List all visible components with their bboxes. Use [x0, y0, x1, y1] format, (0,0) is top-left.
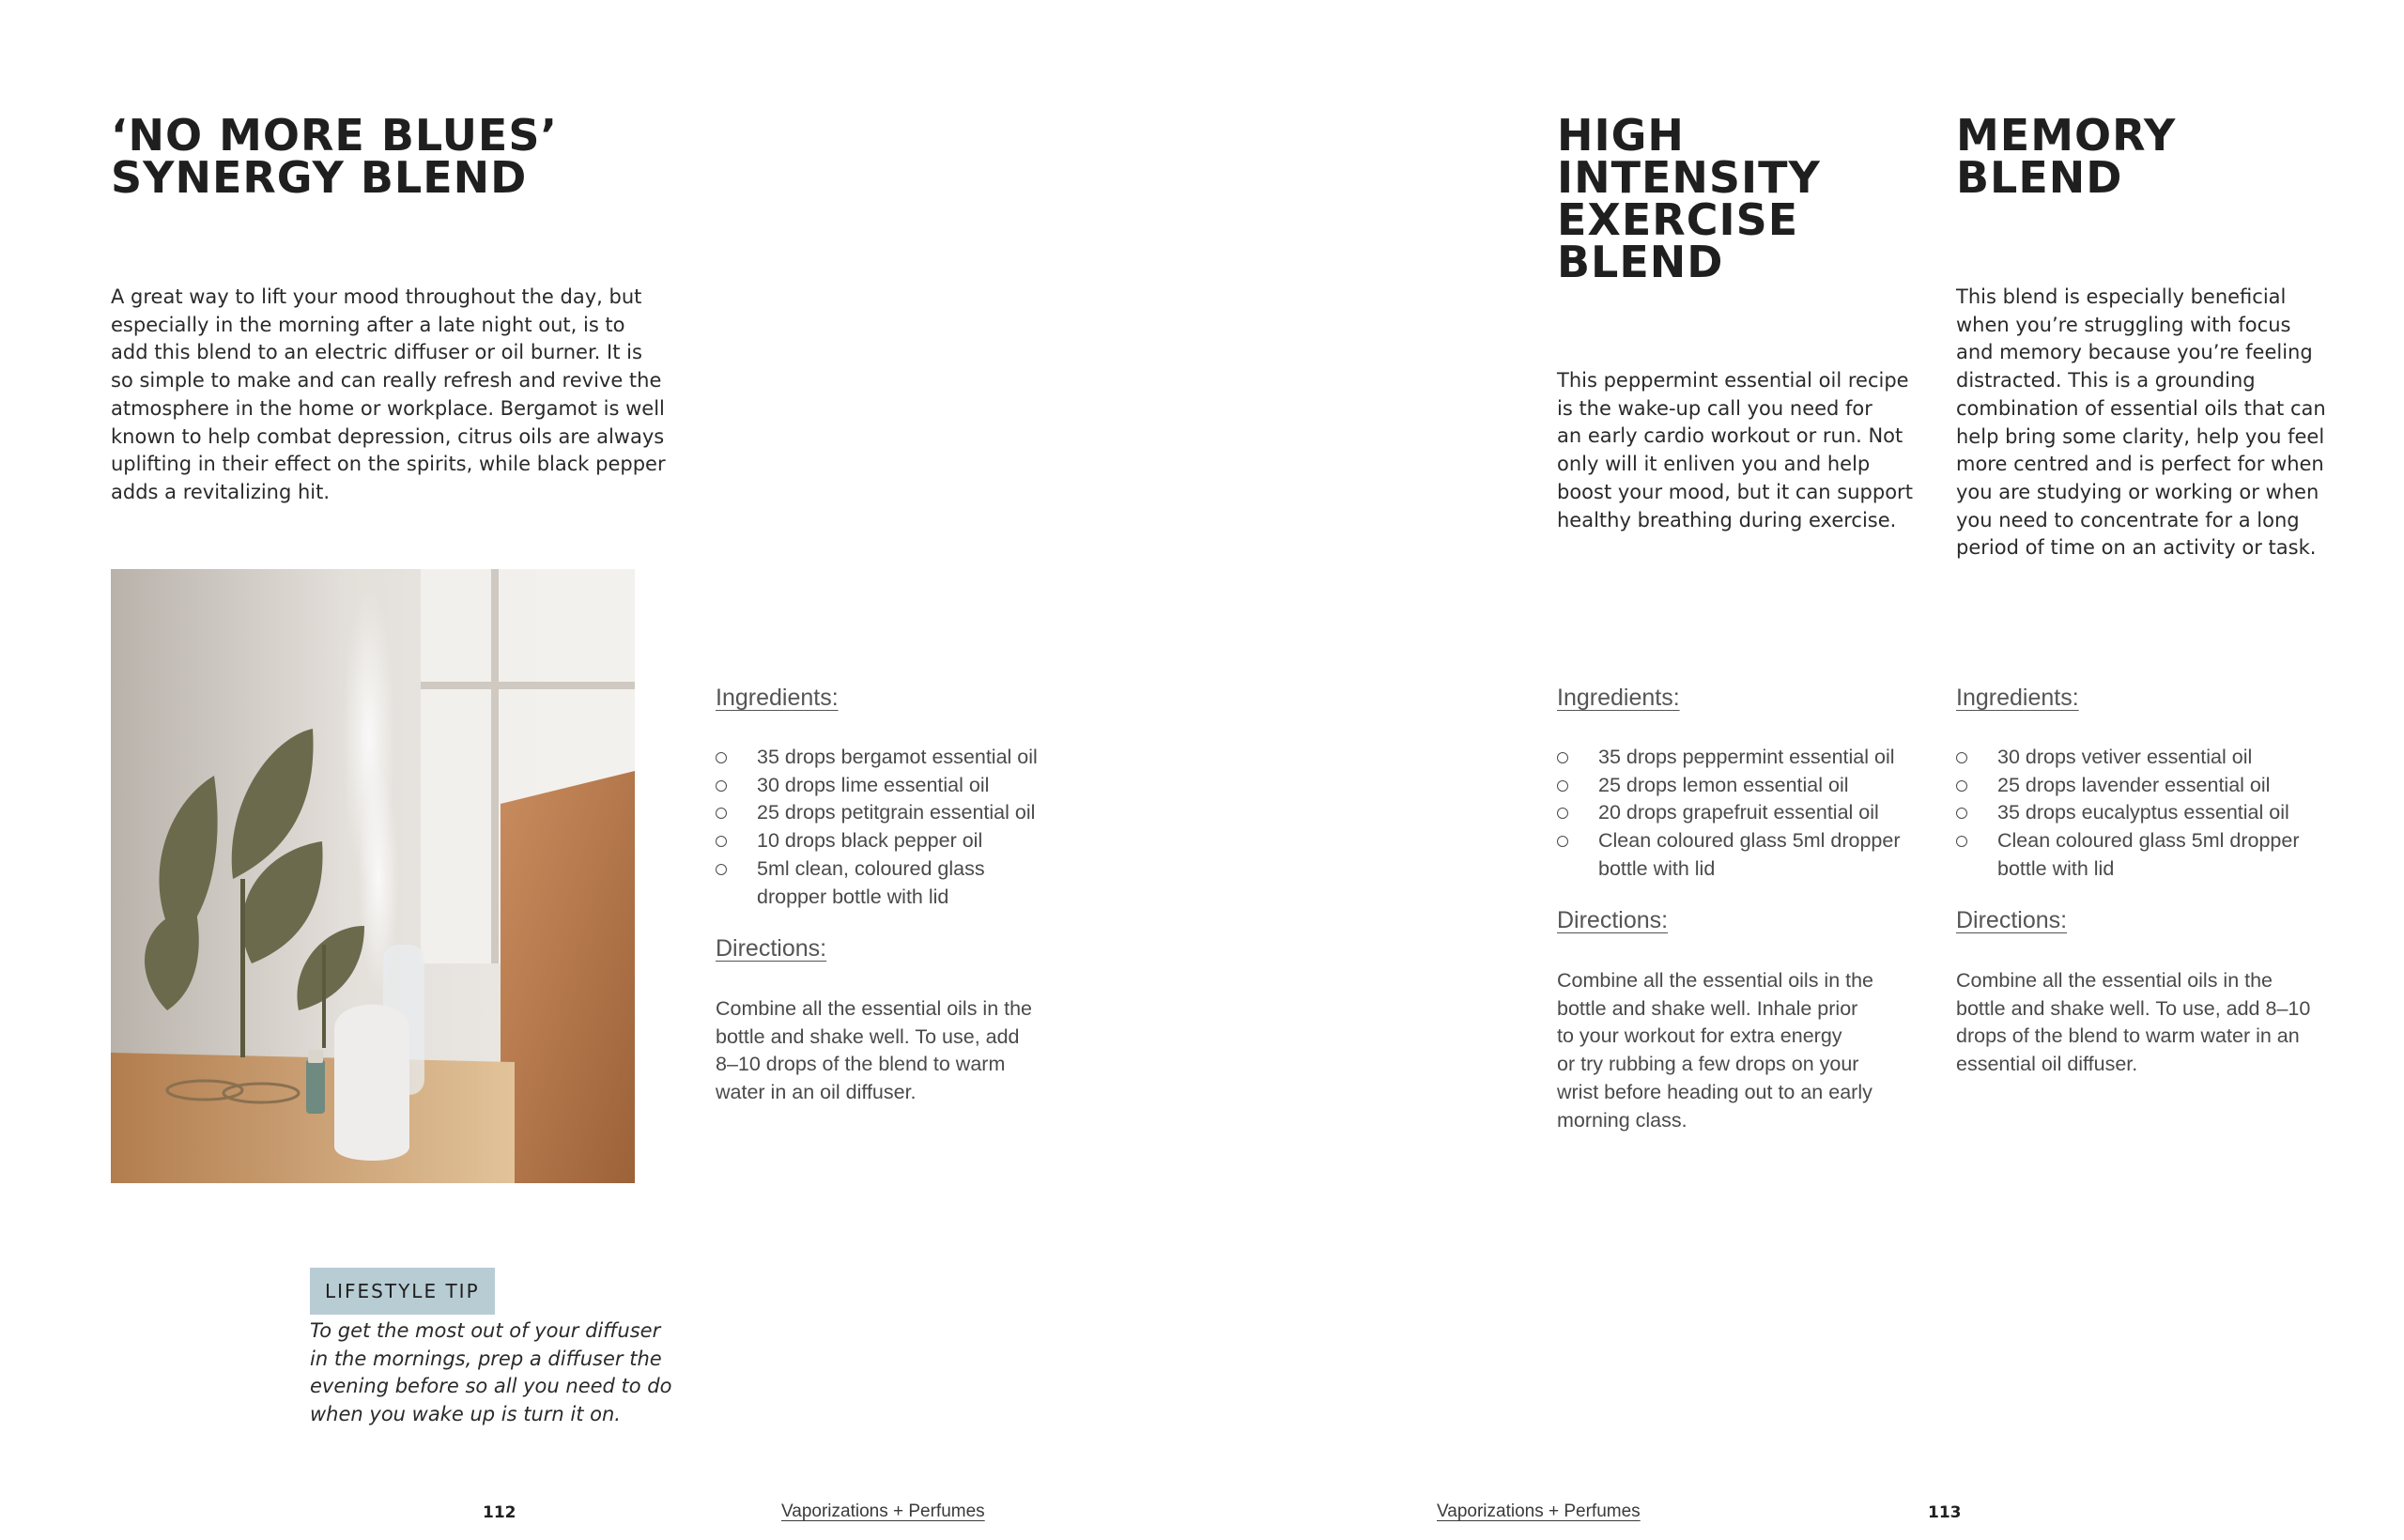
hie-directions-text [1557, 967, 1933, 1134]
running-footer-right: Vaporizations + Perfumes [1437, 1502, 1641, 1521]
text-line: wrist before heading out to an early [1557, 1080, 1872, 1103]
list-item [1557, 772, 1942, 800]
list-item-text: 30 drops lime essential oil [757, 773, 990, 796]
no-more-blues-intro [111, 284, 674, 507]
circle-bullet-icon [1956, 808, 1967, 819]
text-line: add this blend to an electric diffuser or oil burner. It is [111, 341, 642, 364]
circle-bullet-icon [716, 836, 727, 847]
list-item-text: Clean coloured glass 5ml dropper bottle with lid [1598, 829, 1901, 880]
text-line: to your workout for extra energy [1557, 1024, 1842, 1048]
circle-bullet-icon [716, 864, 727, 875]
diffuser-photo-illustration [111, 569, 635, 1183]
text-line: drops of the blend to warm water in an [1956, 1024, 2300, 1048]
memory-blend-intro [1956, 284, 2369, 562]
title-line: ‘NO MORE BLUES’ [111, 110, 558, 161]
text-line: Combine all the essential oils in the [1557, 969, 1874, 992]
list-item-text: 25 drops lavender essential oil [1997, 773, 2271, 796]
text-line: only will it enliven you and help [1557, 453, 1871, 476]
text-line: is the wake-up call you need for [1557, 396, 1872, 420]
text-line: you are studying or working or when [1956, 480, 2319, 503]
text-line: period of time on an activity or task. [1956, 536, 2317, 560]
text-line: 8–10 drops of the blend to warm [716, 1053, 1006, 1076]
list-item [716, 799, 1072, 827]
diffuser-photo [111, 569, 635, 1183]
circle-bullet-icon [1956, 836, 1967, 847]
circle-bullet-icon [716, 752, 727, 763]
list-item-text: 10 drops black pepper oil [757, 829, 983, 853]
text-line: help bring some clarity, help you feel [1956, 424, 2325, 448]
list-item [716, 855, 1072, 911]
list-item-text: 20 drops grapefruit essential oil [1598, 801, 1879, 824]
text-line: essential oil diffuser. [1956, 1053, 2138, 1076]
list-item-text: 35 drops bergamot essential oil [757, 746, 1038, 768]
text-line: and memory because you’re feeling [1956, 341, 2313, 364]
text-line: healthy breathing during exercise. [1557, 508, 1897, 531]
list-item [1956, 744, 2350, 772]
directions-heading: Directions: [716, 935, 827, 962]
text-line: MEMORY [1956, 110, 2177, 161]
ingredients-heading: Ingredients: [716, 685, 839, 711]
text-line: so simple to make and can really refresh and revive the [111, 369, 662, 393]
text-line: bottle and shake well. To use, add [716, 1024, 1020, 1048]
text-line: when you wake up is turn it on. [310, 1403, 621, 1426]
hie-directions-heading: Directions: [1557, 907, 1669, 933]
circle-bullet-icon [716, 780, 727, 792]
text-line: morning class. [1557, 1108, 1687, 1132]
text-line: bottle and shake well. Inhale prior [1557, 996, 1858, 1020]
list-item [1557, 827, 1942, 883]
circle-bullet-icon [1956, 780, 1967, 792]
text-line: boost your mood, but it can support [1557, 480, 1913, 503]
list-item-text: 35 drops eucalyptus essential oil [1997, 801, 2289, 824]
directions-text [716, 995, 1072, 1107]
hie-ingredients-heading: Ingredients: [1557, 685, 1680, 711]
text-line: distracted. This is a grounding [1956, 369, 2256, 393]
text-line: uplifting in their effect on the spirits, while black pepper [111, 453, 666, 476]
text-line: BLEND [1557, 237, 1724, 287]
text-line: you need to concentrate for a long [1956, 508, 2300, 531]
circle-bullet-icon [716, 808, 727, 819]
text-line: in the mornings, prep a diffuser the [310, 1347, 662, 1370]
text-line: evening before so all you need to do [310, 1375, 672, 1398]
text-line: A great way to lift your mood throughout the day, but [111, 285, 642, 308]
circle-bullet-icon [1557, 808, 1568, 819]
list-item-text: 25 drops lemon essential oil [1598, 773, 1849, 796]
list-item [1956, 799, 2350, 827]
list-item [716, 772, 1072, 800]
text-line: bottle and shake well. To use, add 8–10 [1956, 996, 2311, 1020]
text-line: water in an oil diffuser. [716, 1081, 917, 1104]
text-line: BLEND [1956, 152, 2123, 203]
high-intensity-title-text [1557, 110, 1821, 287]
mem-directions-text [1956, 967, 2369, 1079]
lifestyle-tip-label: LIFESTYLE TIP [310, 1268, 495, 1315]
list-item-text: 35 drops peppermint essential oil [1598, 746, 1895, 768]
list-item [1557, 799, 1942, 827]
text-line: To get the most out of your diffuser [310, 1319, 661, 1342]
ingredients-list [716, 744, 1072, 911]
text-line: when you’re struggling with focus [1956, 313, 2291, 336]
text-line: known to help combat depression, citrus oils are always [111, 424, 665, 448]
text-line: This blend is especially beneficial [1956, 285, 2287, 308]
no-more-blues-title [111, 110, 558, 203]
text-line: Combine all the essential oils in the [1956, 969, 2273, 992]
text-line: This peppermint essential oil recipe [1557, 369, 1909, 392]
mem-ingredients-list [1956, 744, 2350, 884]
mem-ingredients-heading: Ingredients: [1956, 685, 2079, 711]
running-footer-left: Vaporizations + Perfumes [781, 1502, 985, 1521]
list-item-text: Clean coloured glass 5ml dropper bottle with lid [1997, 829, 2300, 880]
title-line: SYNERGY BLEND [111, 152, 528, 203]
memory-blend-title-text [1956, 110, 2177, 203]
text-line: INTENSITY [1557, 152, 1821, 203]
text-line: especially in the morning after a late night out, is to [111, 313, 625, 336]
circle-bullet-icon [1956, 752, 1967, 763]
text-line: atmosphere in the home or workplace. Bergamot is well [111, 396, 665, 420]
mem-directions-heading: Directions: [1956, 907, 2068, 933]
text-line: an early cardio workout or run. Not [1557, 424, 1903, 448]
text-line: Combine all the essential oils in the [716, 997, 1033, 1020]
high-intensity-intro [1557, 367, 1933, 534]
list-item [1956, 772, 2350, 800]
circle-bullet-icon [1557, 752, 1568, 763]
circle-bullet-icon [1557, 780, 1568, 792]
list-item [716, 827, 1072, 855]
text-line: adds a revitalizing hit. [111, 480, 331, 503]
list-item-text: 5ml clean, coloured glass dropper bottle with lid [757, 856, 985, 908]
page-number-right: 113 [1928, 1503, 1962, 1522]
list-item [716, 744, 1072, 772]
page-number-left: 112 [483, 1503, 516, 1522]
list-item [1557, 744, 1942, 772]
text-line: combination of essential oils that can [1956, 396, 2326, 420]
high-intensity-title [1557, 110, 1821, 287]
text-line: HIGH [1557, 110, 1685, 161]
circle-bullet-icon [1557, 836, 1568, 847]
list-item-text: 30 drops vetiver essential oil [1997, 746, 2253, 768]
lifestyle-tip-text [310, 1317, 686, 1429]
list-item [1956, 827, 2350, 883]
text-line: EXERCISE [1557, 194, 1799, 245]
text-line: more centred and is perfect for when [1956, 453, 2324, 476]
text-line: or try rubbing a few drops on your [1557, 1053, 1859, 1076]
memory-blend-title [1956, 110, 2177, 203]
list-item-text: 25 drops petitgrain essential oil [757, 801, 1036, 824]
hie-ingredients-list [1557, 744, 1942, 884]
